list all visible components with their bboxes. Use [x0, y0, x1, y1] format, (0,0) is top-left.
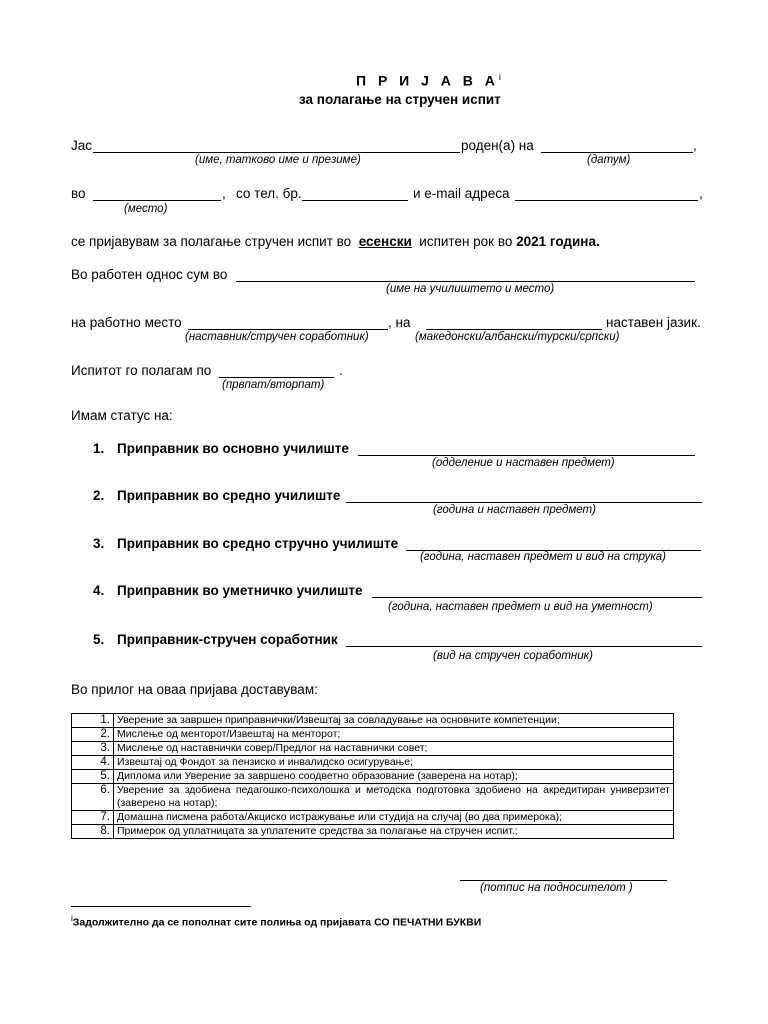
status-item-num: 2. [93, 488, 105, 503]
exam-year-value: 2021 година [516, 234, 596, 249]
status-item-field[interactable] [372, 597, 702, 598]
table-row [72, 742, 674, 756]
footnote-emphasis: СО ПЕЧАТНИ БУКВИ [374, 916, 482, 929]
exam-term-value: есенски [358, 234, 412, 249]
label-vo: во [71, 186, 86, 201]
footnote-text: Задолжително да се пополнат сите полиња од пријавата [72, 916, 372, 929]
label-ime: Јас [71, 138, 93, 153]
hint-place: (место) [124, 203, 168, 215]
label-language: наставен јазик. [606, 315, 701, 330]
attachment-text: Мислење од менторот/Извештај на менторот; [114, 728, 674, 742]
status-item-field[interactable] [358, 455, 695, 456]
attachment-num: 4. [72, 756, 114, 770]
label-email: и e-mail адреса [413, 186, 510, 201]
attachment-text: Домашна писмена работа/Акциско истражување или студија на случај (во два примерока); [114, 811, 674, 825]
attachment-num: 8. [72, 825, 114, 839]
attachment-num: 2. [72, 728, 114, 742]
status-item-field[interactable] [346, 646, 702, 647]
title-text: П Р И Ј А В А [356, 72, 499, 89]
hint-attempt: (првпат/вторпат) [222, 379, 325, 391]
table-row [72, 811, 674, 825]
hint-language: (македонски/албански/турски/српски) [415, 331, 620, 343]
signature-hint: (потпис на подносителот ) [480, 882, 633, 894]
field-phone[interactable] [302, 200, 408, 201]
line6-period: . [339, 363, 343, 378]
footnote-mark: i [71, 914, 73, 923]
attachment-num: 7. [72, 811, 114, 825]
attachment-text: Извештај од Фондот за пензиско и инвалидско осигурување; [114, 756, 674, 770]
attachment-text: Мислење од наставнички совер/Предлог на наставнички совет; [114, 742, 674, 756]
status-item-hint: (година и наставен предмет) [433, 504, 596, 516]
status-item-label: Приправник во средно училиште [117, 488, 341, 503]
attachment-num: 3. [72, 742, 114, 756]
line2-comma: , [222, 186, 226, 201]
hint-position: (наставник/стручен соработник) [185, 331, 369, 343]
signature-field[interactable] [460, 880, 667, 881]
attachment-text: Примерок од уплатницата за уплатените средства за полагање на стручен испит.; [114, 825, 674, 839]
status-item-num: 3. [93, 536, 105, 551]
label-employment: Во работен однос сум во [71, 267, 228, 282]
field-full-name[interactable] [93, 152, 460, 153]
status-item-num: 5. [93, 632, 105, 647]
status-label: Имам статус на: [71, 408, 173, 423]
line2-comma-end: , [699, 186, 703, 201]
footnote [71, 914, 481, 929]
hint-date: (датум) [587, 154, 631, 166]
attachment-text: Уверение за здобиена педагошко-психолошка и методска подготовка здобиено на акредитиран универзитет (заверено на нотар); [114, 784, 674, 811]
status-item-hint: (година, наставен предмет и вид на струка) [420, 551, 666, 563]
page-title [356, 72, 501, 89]
table-row [72, 714, 674, 728]
field-place[interactable] [93, 200, 221, 201]
field-language[interactable] [426, 329, 602, 330]
status-item-label: Приправник во средно стручно училиште [117, 536, 399, 551]
table-row [72, 784, 674, 811]
attachment-text: Диплома или Уверение за завршено соодветно образование (заверена на нотар); [114, 770, 674, 784]
exam-term-mid: испитен рок во [419, 234, 513, 249]
status-item-label: Приправник во уметничко училиште [117, 583, 363, 598]
label-roden: роден(а) на [461, 138, 534, 153]
hint-school: (име на училиштето и место) [386, 283, 555, 295]
attachment-text: Уверение за завршен приправнички/Извештај за совладување на основните компетенции; [114, 714, 674, 728]
attachment-num: 6. [72, 784, 114, 811]
label-phone: со тел. бр. [236, 186, 302, 201]
label-na: , на [388, 315, 411, 330]
attachment-num: 1. [72, 714, 114, 728]
label-attempt: Испитот го полагам по [71, 363, 212, 378]
title-footnote-mark: i [498, 72, 501, 82]
table-row [72, 770, 674, 784]
status-item-hint: (вид на стручен соработник) [433, 650, 593, 662]
footnote-divider [71, 906, 251, 907]
hint-full-name: (име, татково име и презиме) [195, 154, 361, 166]
line1-comma: , [693, 138, 697, 153]
exam-term-end: . [595, 234, 600, 249]
status-item-hint: (одделение и наставен предмет) [432, 457, 615, 469]
page-subtitle: за полагање на стручен испит [299, 92, 501, 107]
table-row [72, 728, 674, 742]
field-school[interactable] [236, 281, 695, 282]
status-item-num: 4. [93, 583, 105, 598]
exam-term-sentence [71, 234, 600, 249]
status-item-label: Приправник во основно училиште [117, 441, 349, 456]
field-birth-date[interactable] [541, 152, 693, 153]
status-item-label: Приправник-стручен соработник [117, 632, 338, 647]
attachments-table [71, 713, 674, 839]
field-attempt[interactable] [219, 377, 334, 378]
status-item-field[interactable] [346, 502, 702, 503]
attachment-num: 5. [72, 770, 114, 784]
table-row [72, 756, 674, 770]
field-position[interactable] [188, 329, 388, 330]
exam-term-prefix: се пријавувам за полагање стручен испит во [71, 234, 352, 249]
attachments-label: Во прилог на оваа пријава доставувам: [71, 682, 318, 697]
label-position: на работно место [71, 315, 182, 330]
status-item-hint: (година, наставен предмет и вид на уметност) [388, 601, 653, 613]
table-row [72, 825, 674, 839]
field-email[interactable] [515, 200, 698, 201]
status-item-num: 1. [93, 441, 105, 456]
